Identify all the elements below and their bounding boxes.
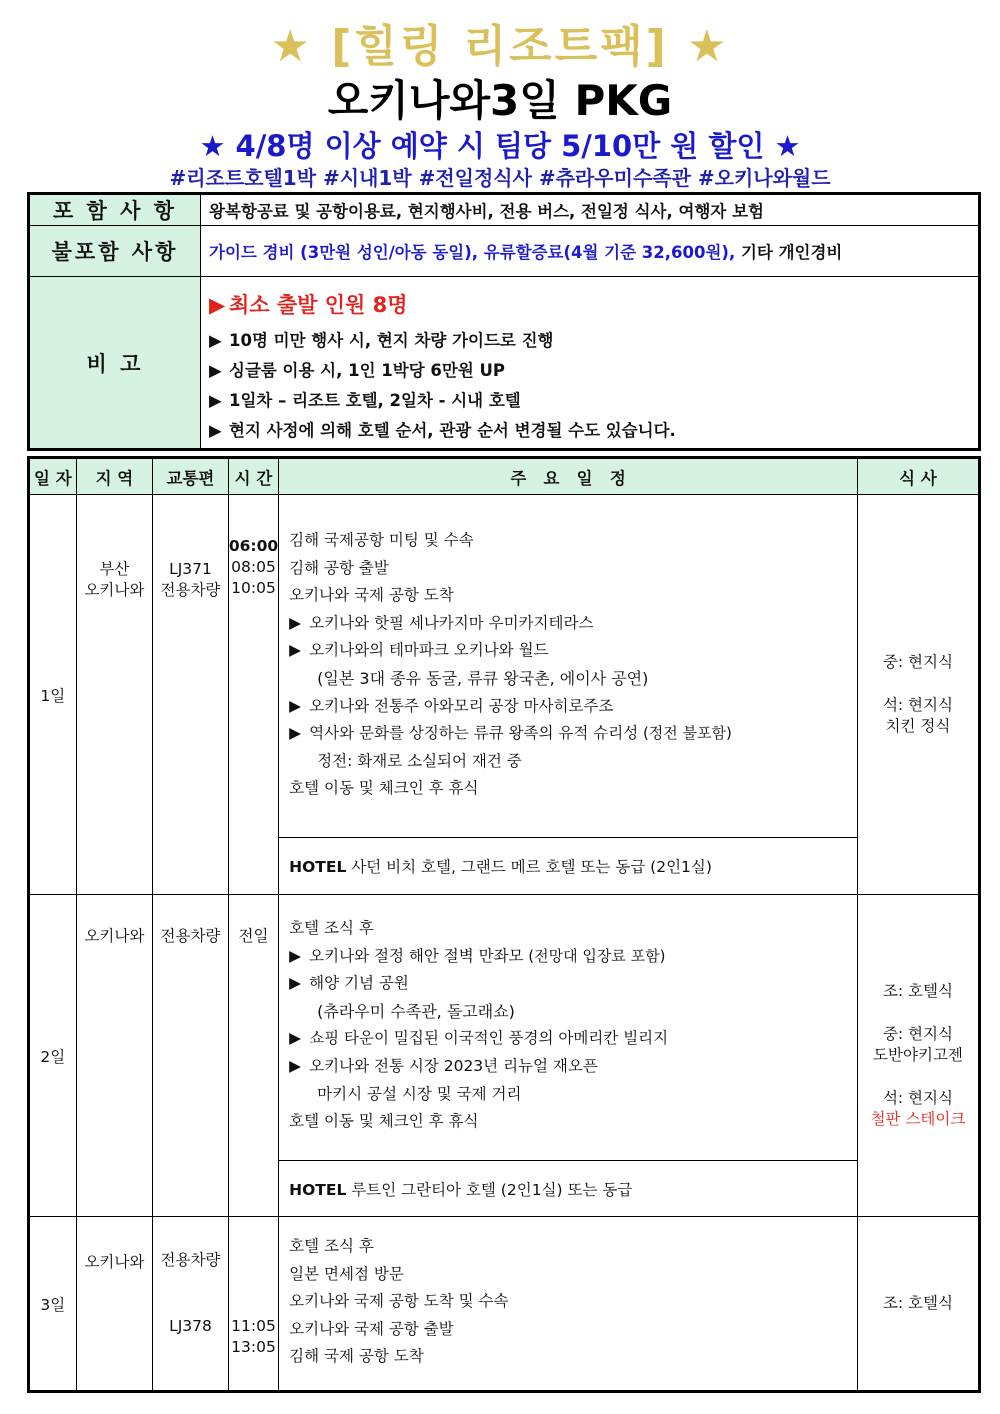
hashtags: #리조트호텔1박 #시내1박 #전일정식사 #츄라우미수족관 #오키나와월드	[169, 166, 831, 190]
notes	[201, 277, 980, 450]
triangle-icon: ▶	[289, 946, 302, 965]
triangle-icon: ▶	[289, 1029, 302, 1048]
header-itinerary: 주 요 일 정	[279, 458, 858, 495]
note-item: ▶ 1일차 – 리조트 호텔, 2일차 - 시내 호텔	[209, 390, 521, 410]
note-item: ▶ 현지 사정에 의해 호텔 순서, 관광 순서 변경될 수도 있습니다.	[209, 420, 676, 440]
triangle-icon: ▶	[209, 330, 222, 350]
triangle-icon: ▶	[289, 1056, 302, 1075]
include-label: 포 함 사 항	[29, 194, 201, 226]
triangle-icon: ▶	[289, 641, 302, 660]
day1-region: 부산 오키나와	[76, 495, 152, 895]
note-label: 비 고	[29, 277, 201, 450]
triangle-icon: ▶	[209, 390, 222, 410]
triangle-icon: ▶	[209, 360, 222, 380]
day1-time: 06:00 08:05 10:05	[228, 495, 278, 895]
day2-itinerary: 호텔 조식 후 ▶ 오키나와 절정 해안 절벽 만좌모 (전망대 입장료 포함) ▶ 해양 기념 공원 (츄라우미 수족관, 돌고래쇼) ▶ 쇼핑 타운이 밀집된 이국적인 풍경의 아메리칸 빌리지 ▶ 오키나와 전통 시장 2023년 리뉴얼 재오픈 마키시 공설 시장 및 국제 거리 호텔 이동 및 체크인 후 휴식	[279, 895, 858, 1161]
day2-time: 전일	[228, 895, 278, 1217]
day2-transport: 전용차량	[153, 895, 229, 1217]
day2-hotel: HOTEL 루트인 그란티아 호텔 (2인1실) 또는 동급	[279, 1161, 858, 1217]
table-row	[29, 1217, 980, 1392]
discount-banner: ★ 4/8명 이상 예약 시 팀당 5/10만 원 할인 ★	[199, 129, 801, 163]
day3-transport: 전용차량 LJ378	[153, 1217, 229, 1392]
day-2: 2일	[29, 895, 77, 1217]
triangle-icon: ▶	[289, 974, 302, 993]
package-subtitle: 오키나와3일 PKG	[327, 76, 673, 125]
day2-meal: 조: 호텔식 중: 현지식 도반야키고젠 석: 현지식 철판 스테이크	[857, 895, 979, 1217]
day3-region: 오키나와	[76, 1217, 152, 1392]
schedule-header	[29, 458, 980, 495]
day-1: 1일	[29, 495, 77, 895]
day3-time: 11:05 13:05	[228, 1217, 278, 1392]
triangle-icon: ▶	[289, 696, 302, 715]
day3-itinerary: 호텔 조식 후 일본 면세점 방문 오키나와 국제 공항 도착 및 수속 오키나와 국제 공항 출발 김해 국제 공항 도착	[279, 1217, 858, 1392]
note-item: ▶ 싱글룸 이용 시, 1인 1박당 6만원 UP	[209, 360, 505, 380]
table-row	[29, 895, 980, 1161]
header-meal: 식 사	[857, 458, 979, 495]
day1-transport: LJ371 전용차량	[153, 495, 229, 895]
header-transport: 교통편	[153, 458, 229, 495]
day2-region: 오키나와	[76, 895, 152, 1217]
package-title: ★ [힐링 리조트팩] ★	[270, 21, 730, 72]
note-min-people: ▶ 최소 출발 인원 8명	[209, 292, 408, 317]
triangle-icon: ▶	[209, 292, 226, 317]
schedule-table	[27, 456, 981, 1393]
table-row	[29, 495, 980, 838]
exclude-black: 기타 개인경비	[735, 243, 843, 262]
header-time: 시 간	[228, 458, 278, 495]
triangle-icon: ▶	[209, 420, 222, 440]
day3-meal: 조: 호텔식	[857, 1217, 979, 1392]
info-table	[27, 192, 981, 451]
day1-itinerary: 김해 국제공항 미팅 및 수속 김해 공항 출발 오키나와 국제 공항 도착 ▶ 오키나와 핫필 세나카지마 우미카지테라스 ▶ 오키나와의 테마파크 오키나와 월드 (일본 3대 종유 동굴, 류큐 왕국촌, 에이사 공연) ▶ 오키나와 전통주 아와모리 공장 마사히로주조 ▶ 역사와 문화를 상징하는 류큐 왕족의 유적 슈리성 (정전 불포함) 정전: 화재로 소실되어 재건 중 호텔 이동 및 체크인 후 휴식	[279, 495, 858, 838]
header-region: 지 역	[76, 458, 152, 495]
triangle-icon: ▶	[289, 613, 302, 632]
day-3: 3일	[29, 1217, 77, 1392]
exclude-blue: 가이드 경비 (3만원 성인/아동 동일), 유류할증료(4월 기준 32,600원),	[209, 243, 736, 262]
day1-meal: 중: 현지식 석: 현지식 치킨 정식	[857, 495, 979, 895]
exclude-text	[201, 226, 980, 277]
day1-hotel: HOTEL 사던 비치 호텔, 그랜드 메르 호텔 또는 동급 (2인1실)	[279, 838, 858, 895]
header-day: 일 자	[29, 458, 77, 495]
include-text: 왕복항공료 및 공항이용료, 현지행사비, 전용 버스, 전일정 식사, 여행자 보험	[201, 194, 980, 226]
exclude-label: 불포함 사항	[29, 226, 201, 277]
note-item: ▶ 10명 미만 행사 시, 현지 차량 가이드로 진행	[209, 330, 554, 350]
triangle-icon: ▶	[289, 724, 302, 743]
